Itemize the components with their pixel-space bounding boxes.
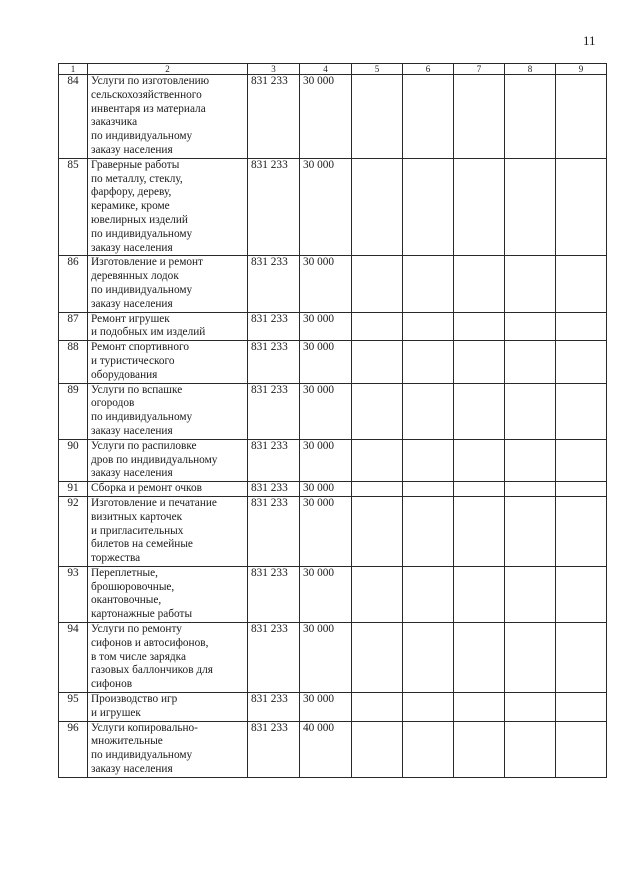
code-cell: 831 233 [248, 75, 300, 159]
empty-cell [352, 482, 403, 497]
empty-cell [403, 383, 454, 439]
empty-cell [454, 75, 505, 159]
empty-cell [403, 566, 454, 622]
empty-cell [556, 75, 607, 159]
code-cell: 831 233 [248, 341, 300, 383]
row-number: 91 [59, 482, 88, 497]
empty-cell [454, 256, 505, 312]
table-row [59, 439, 607, 481]
empty-cell [403, 721, 454, 777]
empty-cell [403, 482, 454, 497]
amount-cell: 30 000 [300, 312, 352, 341]
service-name: Услуги по ремонту сифонов и автосифонов, в том числе зарядка газовых баллончиков для сифонов [88, 623, 248, 693]
empty-cell [556, 158, 607, 256]
empty-cell [454, 721, 505, 777]
empty-cell [454, 158, 505, 256]
code-cell: 831 233 [248, 256, 300, 312]
code-cell: 831 233 [248, 693, 300, 722]
amount-cell: 40 000 [300, 721, 352, 777]
empty-cell [454, 312, 505, 341]
amount-cell: 30 000 [300, 566, 352, 622]
empty-cell [403, 312, 454, 341]
empty-cell [403, 496, 454, 566]
table-row [59, 312, 607, 341]
amount-cell: 30 000 [300, 482, 352, 497]
empty-cell [505, 341, 556, 383]
empty-cell [352, 496, 403, 566]
empty-cell [505, 256, 556, 312]
empty-cell [403, 623, 454, 693]
code-cell: 831 233 [248, 312, 300, 341]
amount-cell: 30 000 [300, 496, 352, 566]
code-cell: 831 233 [248, 158, 300, 256]
empty-cell [454, 566, 505, 622]
empty-cell [556, 693, 607, 722]
empty-cell [352, 256, 403, 312]
service-name: Переплетные, брошюровочные, окантовочные, картонажные работы [88, 566, 248, 622]
table-row [59, 341, 607, 383]
column-number-row [59, 64, 607, 75]
services-table [58, 63, 607, 778]
row-number: 93 [59, 566, 88, 622]
empty-cell [352, 312, 403, 341]
empty-cell [505, 312, 556, 341]
empty-cell [505, 496, 556, 566]
service-name: Ремонт спортивного и туристического оборудования [88, 341, 248, 383]
code-cell: 831 233 [248, 566, 300, 622]
empty-cell [505, 566, 556, 622]
empty-cell [454, 341, 505, 383]
empty-cell [454, 623, 505, 693]
row-number: 86 [59, 256, 88, 312]
table-row [59, 496, 607, 566]
empty-cell [556, 496, 607, 566]
empty-cell [505, 75, 556, 159]
amount-cell: 30 000 [300, 439, 352, 481]
amount-cell: 30 000 [300, 693, 352, 722]
empty-cell [454, 482, 505, 497]
empty-cell [505, 721, 556, 777]
empty-cell [556, 439, 607, 481]
row-number: 89 [59, 383, 88, 439]
table-row [59, 158, 607, 256]
column-header: 7 [454, 64, 505, 75]
code-cell: 831 233 [248, 482, 300, 497]
service-name: Услуги по распиловке дров по индивидуальному заказу населения [88, 439, 248, 481]
empty-cell [352, 693, 403, 722]
row-number: 92 [59, 496, 88, 566]
empty-cell [403, 693, 454, 722]
service-name: Ремонт игрушек и подобных им изделий [88, 312, 248, 341]
empty-cell [505, 158, 556, 256]
empty-cell [403, 158, 454, 256]
empty-cell [556, 721, 607, 777]
amount-cell: 30 000 [300, 383, 352, 439]
empty-cell [505, 623, 556, 693]
table-row [59, 482, 607, 497]
row-number: 85 [59, 158, 88, 256]
empty-cell [505, 693, 556, 722]
amount-cell: 30 000 [300, 341, 352, 383]
empty-cell [352, 439, 403, 481]
service-name: Услуги по вспашке огородов по индивидуальному заказу населения [88, 383, 248, 439]
table-row [59, 721, 607, 777]
code-cell: 831 233 [248, 496, 300, 566]
column-header: 6 [403, 64, 454, 75]
service-name: Услуги копировально- множительные по индивидуальному заказу населения [88, 721, 248, 777]
page-number: 11 [583, 33, 596, 48]
empty-cell [556, 341, 607, 383]
empty-cell [454, 496, 505, 566]
empty-cell [556, 256, 607, 312]
column-header: 3 [248, 64, 300, 75]
empty-cell [505, 383, 556, 439]
empty-cell [403, 341, 454, 383]
column-header: 8 [505, 64, 556, 75]
table-row [59, 75, 607, 159]
column-header: 9 [556, 64, 607, 75]
service-name: Производство игр и игрушек [88, 693, 248, 722]
column-header: 2 [88, 64, 248, 75]
empty-cell [352, 75, 403, 159]
code-cell: 831 233 [248, 383, 300, 439]
empty-cell [505, 439, 556, 481]
empty-cell [352, 158, 403, 256]
service-name: Изготовление и печатание визитных карточек и пригласительных билетов на семейные торжества [88, 496, 248, 566]
row-number: 94 [59, 623, 88, 693]
column-header: 5 [352, 64, 403, 75]
empty-cell [352, 341, 403, 383]
row-number: 84 [59, 75, 88, 159]
empty-cell [403, 439, 454, 481]
empty-cell [352, 383, 403, 439]
service-name: Изготовление и ремонт деревянных лодок по индивидуальному заказу населения [88, 256, 248, 312]
amount-cell: 30 000 [300, 158, 352, 256]
service-name: Услуги по изготовлению сельскохозяйственного инвентаря из материала заказчика по индивидуальному заказу населения [88, 75, 248, 159]
empty-cell [403, 256, 454, 312]
table-row [59, 566, 607, 622]
code-cell: 831 233 [248, 721, 300, 777]
empty-cell [352, 623, 403, 693]
table-row [59, 383, 607, 439]
service-name: Сборка и ремонт очков [88, 482, 248, 497]
empty-cell [556, 566, 607, 622]
column-header: 1 [59, 64, 88, 75]
empty-cell [352, 566, 403, 622]
table-row [59, 693, 607, 722]
table-row [59, 623, 607, 693]
table-row [59, 256, 607, 312]
row-number: 90 [59, 439, 88, 481]
empty-cell [556, 383, 607, 439]
empty-cell [454, 693, 505, 722]
amount-cell: 30 000 [300, 623, 352, 693]
empty-cell [505, 482, 556, 497]
empty-cell [403, 75, 454, 159]
amount-cell: 30 000 [300, 256, 352, 312]
empty-cell [352, 721, 403, 777]
row-number: 96 [59, 721, 88, 777]
code-cell: 831 233 [248, 623, 300, 693]
service-name: Граверные работы по металлу, стеклу, фарфору, дереву, керамике, кроме ювелирных изделий по индивидуальному заказу населения [88, 158, 248, 256]
code-cell: 831 233 [248, 439, 300, 481]
empty-cell [556, 623, 607, 693]
column-header: 4 [300, 64, 352, 75]
row-number: 95 [59, 693, 88, 722]
amount-cell: 30 000 [300, 75, 352, 159]
empty-cell [556, 312, 607, 341]
empty-cell [454, 383, 505, 439]
row-number: 87 [59, 312, 88, 341]
empty-cell [454, 439, 505, 481]
row-number: 88 [59, 341, 88, 383]
empty-cell [556, 482, 607, 497]
